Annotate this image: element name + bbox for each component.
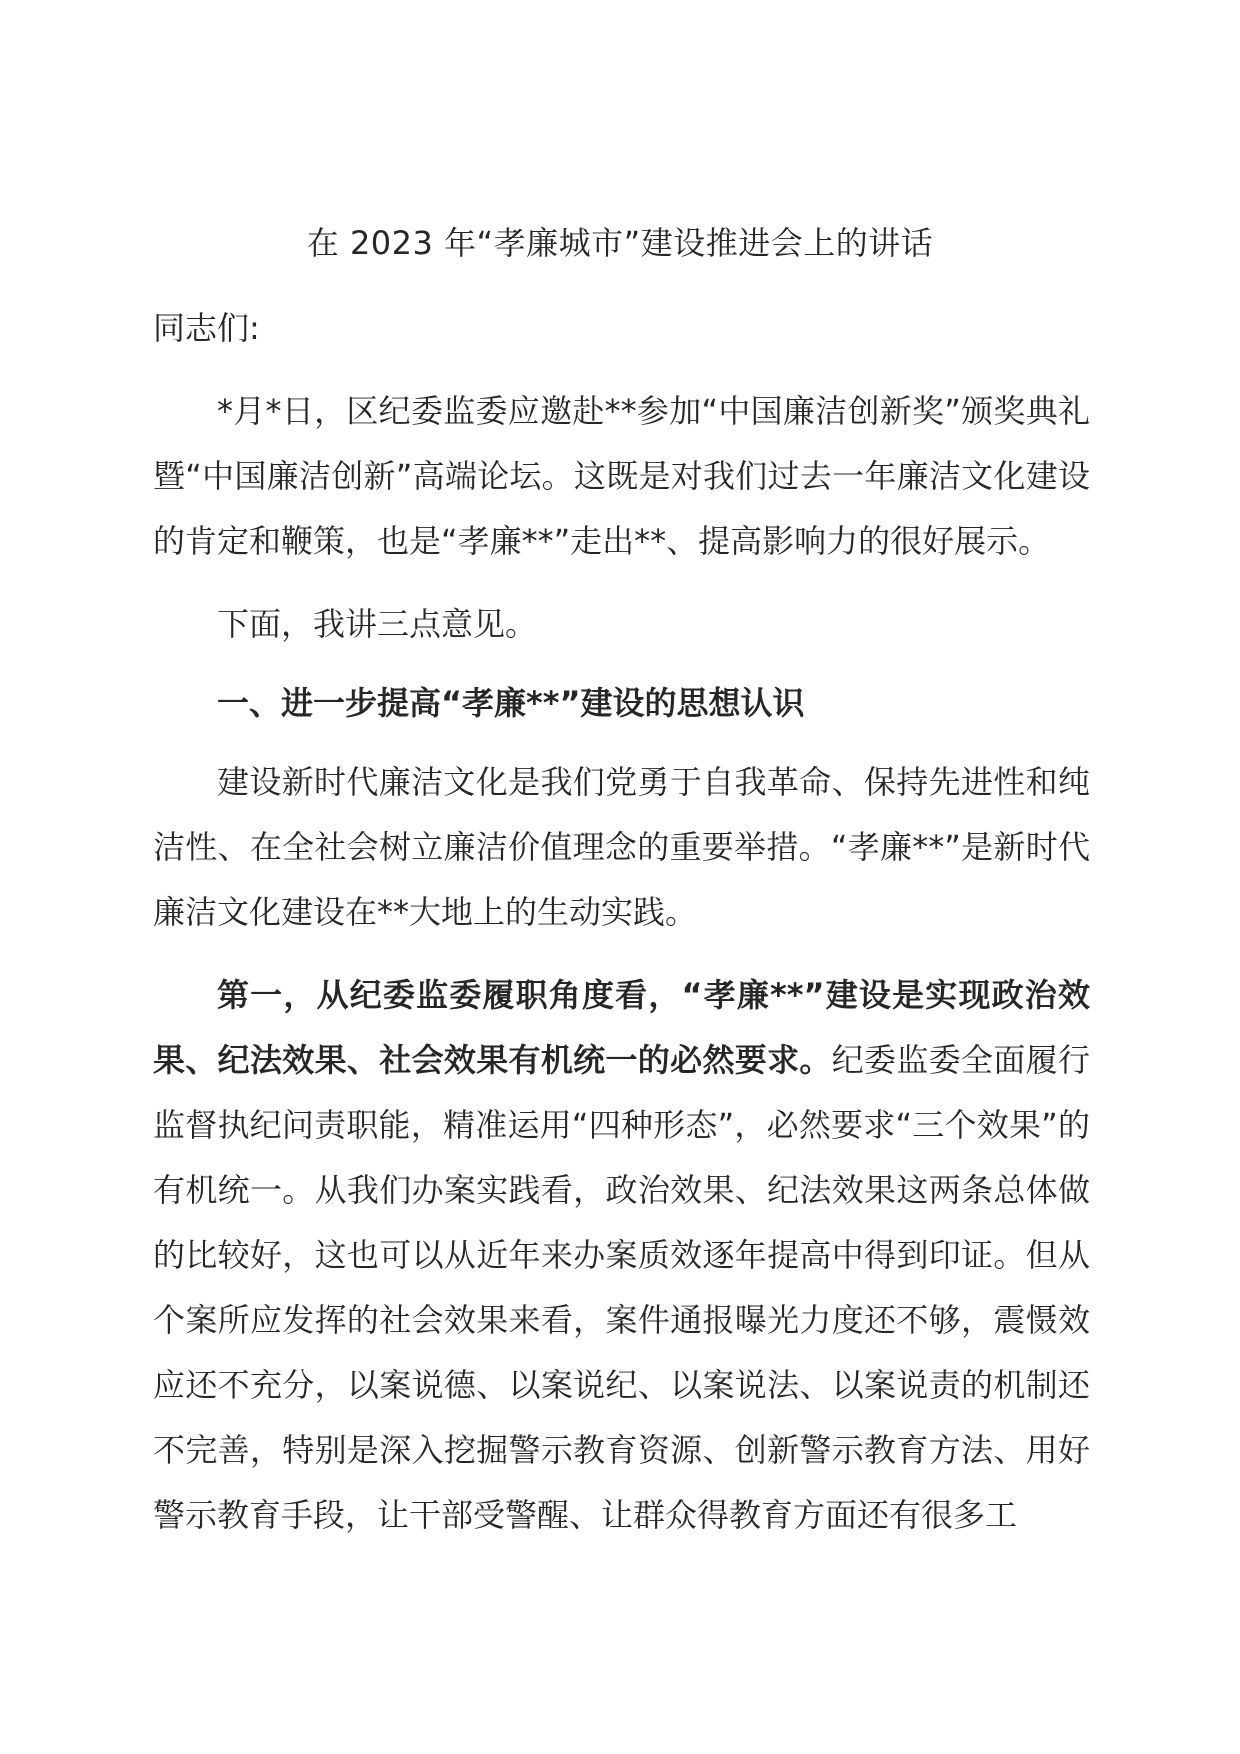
paragraph-award-news: *月*日，区纪委监委应邀赴**参加“中国廉洁创新奖”颁奖典礼暨“中国廉洁创新”高端论坛。这既是对我们过去一年廉洁文化建设的肯定和鞭策，也是“孝廉**”走出**、提高影响力的很好展示。	[153, 392, 1090, 560]
salutation: 同志们:	[153, 309, 260, 347]
first-point-lead: 第一，从纪委监委履职角度看，“孝廉**”建设是实现政治效果、纪法效果、社会效果有机统一的必然要求。	[153, 976, 1090, 1079]
paragraph-first-point	[153, 963, 1090, 1548]
section-heading-1: 一、进一步提高“孝廉**”建设的思想认识	[217, 684, 805, 722]
first-point-body: 纪委监委全面履行监督执纪问责职能，精准运用“四种形态”，必然要求“三个效果”的有机统一。从我们办案实践看，政治效果、纪法效果这两条总体做的比较好，这也可以从近年来办案质效逐年提高中得到印证。但从个案所应发挥的社会效果来看，案件通报曝光力度还不够，震慑效应还不充分，以案说德、以案说纪、以案说法、以案说责的机制还不完善，特别是深入挖掘警示教育资源、创新警示教育方法、用好警示教育手段，让干部受警醒、让群众得教育方面还有很多工	[153, 1041, 1090, 1534]
document-title: 在 2023 年“孝廉城市”建设推进会上的讲话	[306, 224, 934, 262]
paragraph-three-points: 下面，我讲三点意见。	[217, 605, 538, 643]
document-body	[153, 296, 1090, 1548]
paragraph-clean-culture: 建设新时代廉洁文化是我们党勇于自我革命、保持先进性和纯洁性、在全社会树立廉洁价值理念的重要举措。“孝廉**”是新时代廉洁文化建设在**大地上的生动实践。	[153, 763, 1090, 931]
